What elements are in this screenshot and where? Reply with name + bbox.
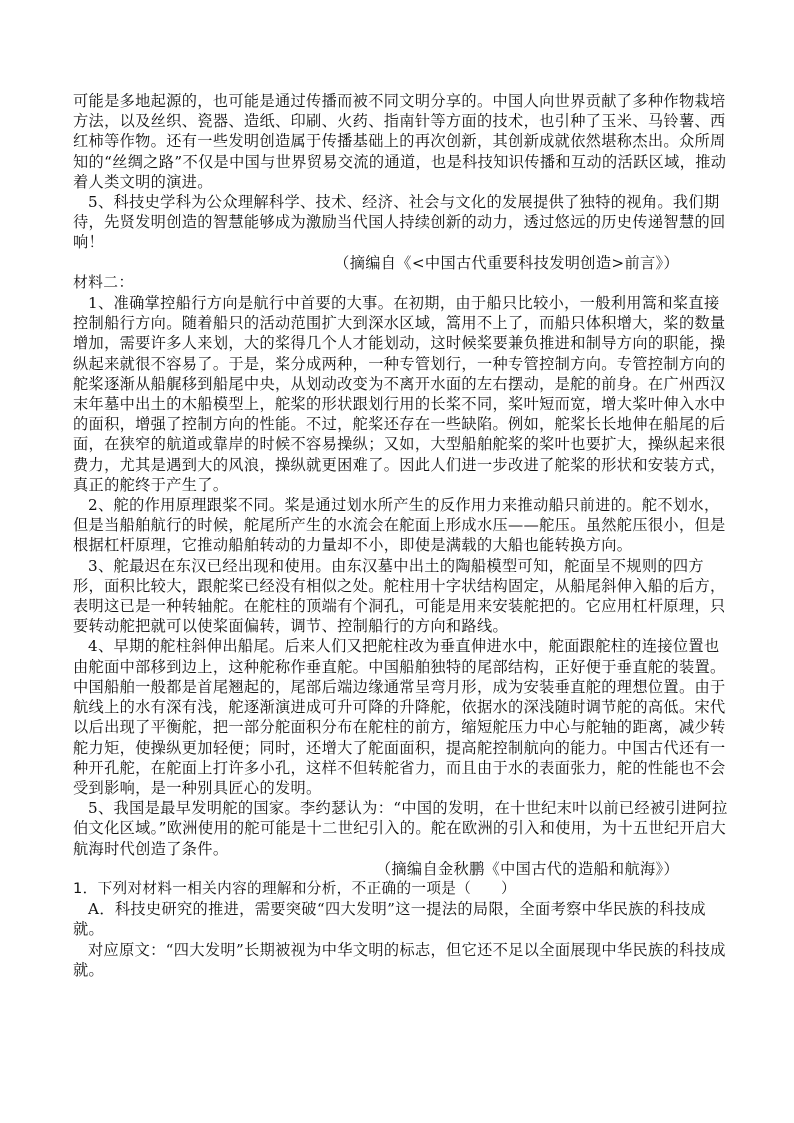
material1-citation: （摘编自《<中国古代重要科技发明创造>前言》） <box>334 253 679 272</box>
question-1-original-text: 对应原文：“四大发明”长期被视为中华文明的标志，但它还不足以全面展现中华民族的科技成就。 <box>73 940 726 979</box>
material2-paragraph-3: 3、舵最迟在东汉已经出现和使用。由东汉墓中出土的陶船模型可知，舵面呈不规则的四方形，面积比较大，跟舵桨已经没有相似之处。舵柱用十字状结构固定，从船尾斜伸入船的后方，表明这已是一种转轴舵。在舵柱的顶端有个洞孔，可能是用来安装舵把的。它应用杠杆原理，只要转动舵把就可以使桨面偏转，调节、控制船行的方向和路线。 <box>73 556 726 636</box>
question-1-option-a: A．科技史研究的推进，需要突破“四大发明”这一提法的局限，全面考察中华民族的科技成就。 <box>73 900 706 939</box>
material1-paragraph-continued: 可能是多地起源的，也可能是通过传播而被不同文明分享的。中国人向世界贡献了多种作物栽培方法，以及丝织、瓷器、造纸、印刷、火药、指南针等方面的技术，也引种了玉米、马铃薯、西红柿等作物。还有一些发明创造属于传播基础上的再次创新，其创新成就依然堪称杰出。众所周知的“丝绸之路”不仅是中国与世界贸易交流的通道，也是科技知识传播和互动的活跃区域，推动着人类文明的演进。 <box>73 92 727 191</box>
document-page <box>73 91 729 980</box>
material2-paragraph-1: 1、准确掌控船行方向是航行中首要的大事。在初期，由于船只比较小，一般利用篙和桨直接控制船行方向。随着船只的活动范围扩大到深水区域，篙用不上了，而船只体积增大，桨的数量增加，需要许多人来划，大的桨得几个人才能划动，这时候桨要兼负推进和制导方向的职能，操纵起来就很不容易了。于是，桨分成两种，一种专管划行，一种专管控制方向。专管控制方向的舵桨逐渐从船艉移到船尾中央，从划动改变为不离开水面的左右摆动，是舵的前身。在广州西汉末年墓中出土的木船模型上，舵桨的形状跟划行用的长桨不同，桨叶短而宽，增大桨叶伸入水中的面积，增强了控制方向的性能。不过，舵桨还存在一些缺陷。例如，舵桨长长地伸在船尾的后面，在狭窄的航道或靠岸的时候不容易操纵；又如，大型船舶舵桨的桨叶也要扩大，操纵起来很费力，尤其是遇到大的风浪，操纵就更困难了。因此人们进一步改进了舵桨的形状和安装方式，真正的舵终于产生了。 <box>73 294 726 494</box>
material1-paragraph-5: 5、科技史学科为公众理解科学、技术、经济、社会与文化的发展提供了独特的视角。我们期待，先贤发明创造的智慧能够成为激励当代国人持续创新的动力，透过悠远的历史传递智慧的回响！ <box>73 193 726 252</box>
material2-paragraph-5: 5、我国是最早发明舵的国家。李约瑟认为：“中国的发明，在十世纪末叶以前已经被引进阿拉伯文化区域。”欧洲使用的舵可能是十二世纪引入的。舵在欧洲的引入和使用，为十五世纪开启大航海时代创造了条件。 <box>73 799 728 858</box>
question-1-stem: 1．下列对材料一相关内容的理解和分析，不正确的一项是（ ） <box>73 879 517 897</box>
material2-paragraph-2: 2、舵的作用原理跟桨不同。桨是通过划水所产生的反作用力来推动船只前进的。舵不划水，但是当船舶航行的时候，舵尾所产生的水流会在舵面上形成水压——舵压。虽然舵压很小，但是根据杠杆原理，它推动船舶转动的力量却不小，即使是满载的大船也能转换方向。 <box>73 496 726 555</box>
material2-citation: （摘编自金秋鹏《中国古代的造船和航海》） <box>375 859 679 878</box>
material2-paragraph-4: 4、早期的舵柱斜伸出船尾。后来人们又把舵柱改为垂直伸进水中，舵面跟舵柱的连接位置也由舵面中部移到边上，这种舵称作垂直舵。中国船舶独特的尾部结构，正好便于垂直舵的装置。中国船舶一般都是首尾翘起的，尾部后端边缘通常呈弯月形，成为安装垂直舵的理想位置。由于航线上的水有深有浅，舵逐渐演进成可升可降的升降舵，依据水的深浅随时调节舵的高低。宋代以后出现了平衡舵，把一部分舵面积分布在舵柱的前方，缩短舵压力中心与舵轴的距离，减少转舵力矩，使操纵更加轻便；同时，还增大了舵面面积，提高舵控制航向的能力。中国古代还有一种开孔舵，在舵面上打许多小孔，这样不但转舵省力，而且由于水的表面张力，舵的性能也不会受到影响，是一种别具匠心的发明。 <box>73 637 726 797</box>
material2-label: 材料二： <box>73 273 134 291</box>
